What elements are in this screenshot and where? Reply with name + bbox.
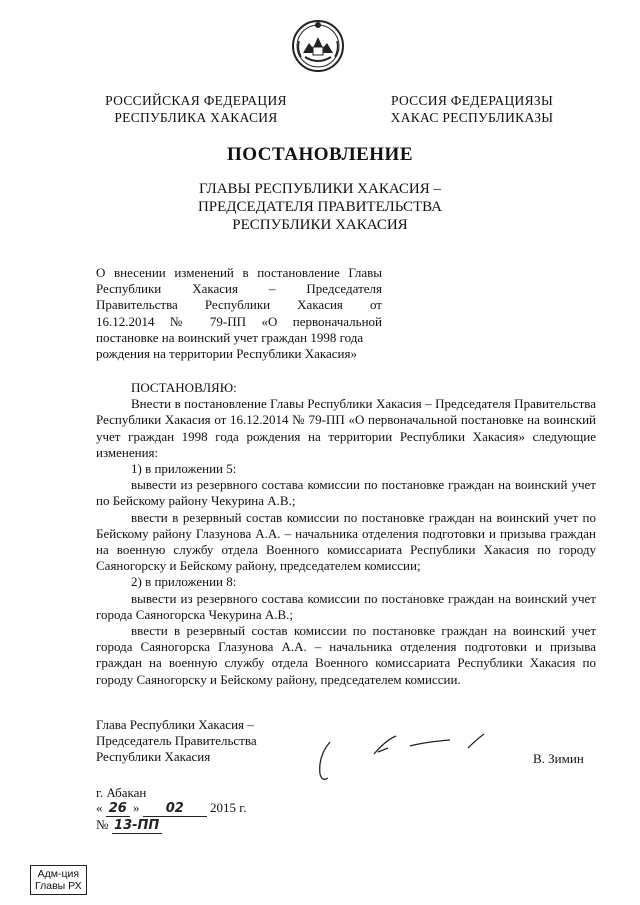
signatory-name: В. Зимин <box>533 751 584 766</box>
stamp-line-1: Адм-ция <box>37 868 80 880</box>
item-2: 2) в приложении 8: <box>131 574 237 590</box>
number-prefix: № <box>96 817 109 832</box>
place: г. Абакан <box>96 785 147 800</box>
registration-stamp <box>30 865 87 895</box>
header-right-line-1: РОССИЯ ФЕДЕРАЦИЯЗЫ <box>390 93 554 108</box>
subject-line-4: 16.12.2014 № 79-ПП «О первоначальной <box>96 313 382 329</box>
signatory-line-3: Республики Хакасия <box>96 749 211 765</box>
item-1a: вывести из резервного состава комиссии по постановке граждан на воинский учет по Бейскому району Чекурина А.В.; <box>96 477 596 509</box>
date-year: 2015 г. <box>210 800 247 815</box>
number-value: 13-ПП <box>112 818 162 834</box>
handwritten-signature <box>300 716 520 796</box>
subject-line-1: О внесении изменений в постановление Главы <box>96 265 382 280</box>
subject-block <box>96 265 382 362</box>
header-left-line-1: РОССИЙСКАЯ ФЕДЕРАЦИЯ <box>105 93 287 108</box>
date-month: 02 <box>143 801 207 817</box>
header-left <box>96 92 296 126</box>
body-intro: Внести в постановление Главы Республики Хакасия – Председателя Правительства Республики Хакасия от 16.12.2014 № 79-ПП «О первоначальной постановке на воинский учет граждан 1998 года рождения на территории Республики Хакасия» следующие изменения: <box>96 396 596 460</box>
item-2a: вывести из резервного состава комиссии по постановке граждан на воинский учет города Саяногорска Чекурина А.В.; <box>96 590 596 622</box>
subtitle-line-1: ГЛАВЫ РЕСПУБЛИКИ ХАКАСИЯ – <box>198 181 442 197</box>
coat-of-arms-icon <box>291 19 345 73</box>
document-subtitle <box>140 180 500 234</box>
date-open-quote: « <box>96 800 103 815</box>
item-1b: ввести в резервный состав комиссии по постановке граждан на воинский учет по Бейскому району Глазунова А.А. – начальника отделения подготовки и призыва граждан на военную службу отдела Военного комиссариата Республики Хакасия по городу Саяногорску и Бейскому району, председателем комиссии; <box>96 509 596 574</box>
date-close-quote: » <box>133 800 140 815</box>
header-right <box>372 92 572 126</box>
date-line <box>96 800 246 817</box>
subject-line-6: рождения на территории Республики Хакасия» <box>96 346 357 362</box>
decree-word: ПОСТАНОВЛЯЮ: <box>131 380 237 395</box>
date-day: 26 <box>106 801 130 817</box>
item-2b: ввести в резервный состав комиссии по постановке граждан на воинский учет города Саяногорска Глазунова А.А. – начальника отделения подготовки и призыва граждан на военную службу отдела Военного комиссариата Республики Хакасия по городу Саяногорску и Бейскому району, председателем комиссии. <box>96 623 596 687</box>
number-line <box>96 817 162 834</box>
document-title: ПОСТАНОВЛЕНИЕ <box>226 144 414 165</box>
header-right-line-2: ХАКАС РЕСПУБЛИКАЗЫ <box>390 110 554 125</box>
stamp-line-2: Главы РХ <box>35 880 82 892</box>
document-body <box>96 380 596 688</box>
signatory-line-1: Глава Республики Хакасия – <box>96 717 254 732</box>
subject-line-5: постановке на воинский учет граждан 1998 года <box>96 329 364 345</box>
subject-line-3: Правительства Республики Хакасия от <box>96 297 382 313</box>
subtitle-line-3: РЕСПУБЛИКИ ХАКАСИЯ <box>232 217 408 233</box>
signatory-line-2: Председатель Правительства <box>96 733 257 749</box>
subject-line-2: Республики Хакасия – Председателя <box>96 281 382 297</box>
item-1: 1) в приложении 5: <box>131 461 237 477</box>
signatory-position <box>96 717 296 766</box>
subtitle-line-2: ПРЕДСЕДАТЕЛЯ ПРАВИТЕЛЬСТВА <box>197 199 443 215</box>
header-left-line-2: РЕСПУБЛИКА ХАКАСИЯ <box>114 110 278 125</box>
